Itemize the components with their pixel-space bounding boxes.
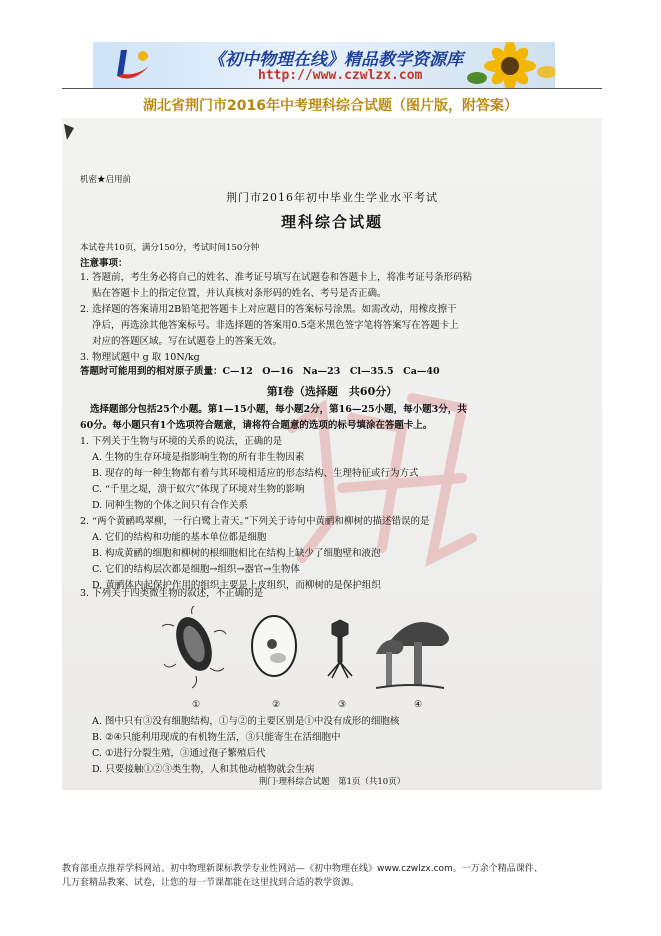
figure-label: ② (272, 700, 281, 710)
section-title: 第Ⅰ卷（选择题 共60分） (266, 385, 398, 398)
question-option: B. ②④只能利用现成的有机物生活，③只能寄生在活细胞中 (92, 732, 341, 743)
atomic-masses: 答题时可能用到的相对原子质量：C—12 O—16 Na—23 Cl—35.5 Ca—40 (80, 366, 440, 377)
notes-title: 注意事项： (80, 258, 128, 269)
question-option: A. 它们的结构和功能的基本单位都是细胞 (92, 532, 267, 543)
virus-icon (328, 620, 352, 678)
question-option: C. 它们的结构层次都是细胞→组织→器官→生物体 (92, 564, 300, 575)
microorganism-figure (162, 606, 462, 696)
note-line: 贴在答题卡上的指定位置，并认真核对条形码的姓名、考号是否正确。 (92, 288, 387, 299)
secret-label: 机密★启用前 (80, 175, 132, 185)
banner-url: http://www.czwlzx.com (258, 68, 423, 83)
corner-mark-icon (64, 124, 74, 140)
section-intro-line: 60分。每小题只有1个选项符合题意，请将符合题意的选项的标号填涂在答题卡上。 (80, 420, 433, 431)
section-intro-line: 选择题部分包括25个小题。第1—15小题，每小题2分，第16—25小题，每小题3分，共 (90, 404, 467, 415)
yeast-cell-icon (252, 616, 296, 676)
note-line: 3. 物理试题中 g 取 10N/kg (80, 352, 200, 363)
question-option: A. 图中只有③没有细胞结构，①与②的主要区别是①中没有成形的细胞核 (92, 716, 400, 727)
exam-info: 本试卷共10页，满分150分，考试时间150分钟 (80, 243, 260, 253)
note-line: 净后，再选涂其他答案标号。非选择题的答案用0.5毫米黑色签字笔将答案写在答题卡上 (92, 320, 459, 331)
exam-page-photo (62, 118, 602, 790)
figure-label: ① (192, 700, 201, 710)
site-banner (93, 42, 555, 88)
question-option: C. ①进行分裂生殖，③通过孢子繁殖后代 (92, 748, 266, 759)
footer-line: 几万套精品教案、试卷，让您的每一节课都能在这里找到合适的教学资源。 (62, 878, 360, 888)
question-option: B. 现存的每一种生物都有着与其环境相适应的形态结构、生理特征或行为方式 (92, 468, 419, 479)
note-line: 对应的答题区域。写在试题卷上的答案无效。 (92, 336, 283, 347)
question-option: D. 同种生物的个体之间只有合作关系 (92, 500, 248, 511)
site-logo-icon (113, 46, 153, 84)
site-footer (62, 862, 602, 890)
page-number: 荆门·理科综合试题 第1页（共10页） (258, 777, 406, 787)
footer-line: 教育部重点推荐学科网站、初中物理新课标教学专业性网站—《初中物理在线》www.czwlzx.com。一万余个精品课件、 (62, 864, 543, 874)
question-option: D. 只要接触①②③类生物，人和其他动植物就会生病 (92, 764, 315, 775)
question-stem: 2. “两个黄鹂鸣翠柳，一行白鹭上青天。”下列关于诗句中黄鹂和柳树的描述错误的是 (80, 516, 430, 527)
figure-label: ④ (414, 700, 423, 710)
note-line: 2. 选择题的答案请用2B铅笔把答题卡上对应题目的答案标号涂黑。如需改动，用橡皮擦干 (80, 304, 457, 315)
question-stem: 1. 下列关于生物与环境的关系的说法，正确的是 (80, 436, 283, 447)
exam-heading: 荆门市2016年初中毕业生学业水平考试 (226, 191, 438, 204)
bacterium-icon (162, 606, 226, 688)
question-option: C. “千里之堤，溃于蚁穴”体现了环境对生物的影响 (92, 484, 305, 495)
question-option: D. 黄鹂体内起保护作用的组织主要是上皮组织，而柳树的是保护组织 (92, 580, 381, 591)
exam-subject: 理科综合试题 (280, 213, 383, 231)
header-divider (62, 88, 602, 89)
question-stem: 3. 下列关于四类微生物的叙述，不正确的是 (80, 588, 264, 599)
sunflower-icon (465, 42, 555, 88)
question-option: B. 构成黄鹂的细胞和柳树的根细胞相比在结构上缺少了细胞壁和液泡 (92, 548, 381, 559)
question-option: A. 生物的生存环境是指影响生物的所有非生物因素 (92, 452, 305, 463)
banner-title: 《初中物理在线》精品教学资源库 (208, 50, 463, 70)
figure-label: ③ (338, 700, 347, 710)
note-line: 1. 答题前，考生务必将自己的姓名、准考证号填写在试题卷和答题卡上，将准考证号条形码粘 (80, 272, 473, 283)
document-title: 湖北省荆门市2016年中考理科综合试题（图片版，附答案） (143, 98, 518, 114)
mushroom-icon (376, 622, 449, 688)
